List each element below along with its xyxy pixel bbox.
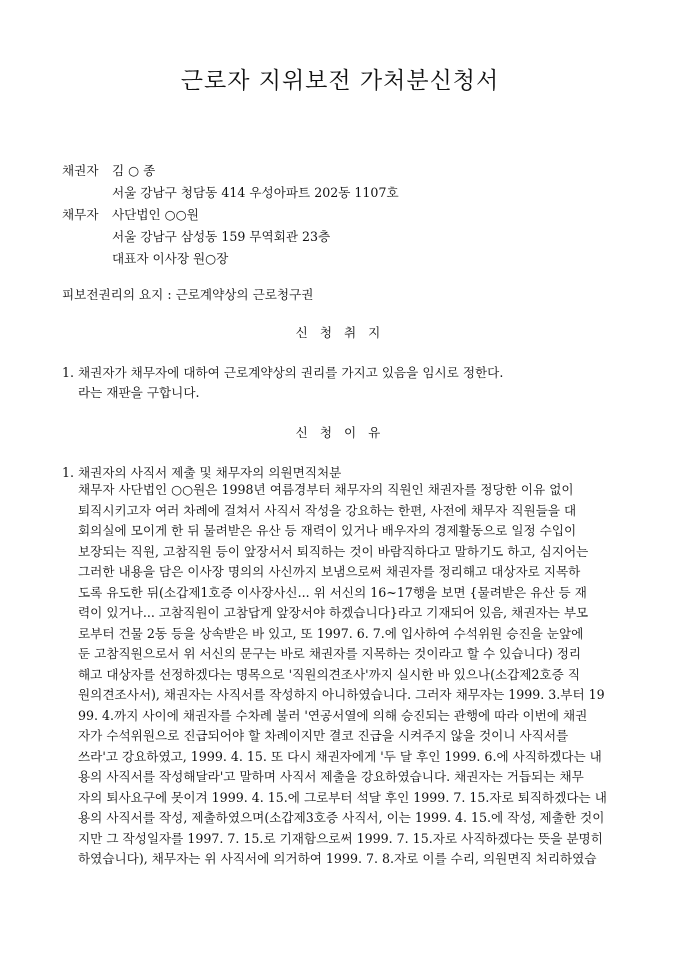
reasons-line: 자가 수석위원으로 진급되어야 할 차례이지만 결코 진급을 시켜주지 않을 것이니 사직서를 bbox=[78, 728, 569, 743]
reasons-line: 99. 4.까지 사이에 채권자를 수차례 불러 '연공서열에 의해 승진되는 관행에 따라 이번에 채권 bbox=[78, 707, 588, 723]
reasons-line: 용의 사직서를 작성, 제출하였으며(소갑제3호증 사직서, 이는 1999. 4. 15.에 작성, 제출한 것이 bbox=[78, 810, 605, 825]
purpose-line-2: 라는 재판을 구합니다. bbox=[78, 385, 200, 400]
debtor-address: 서울 강남구 삼성동 159 무역회관 23층 bbox=[112, 229, 331, 244]
protected-right: 피보전권리의 요지 : 근로계약상의 근로청구권 bbox=[62, 287, 314, 302]
purpose-heading: 신 청 취 지 bbox=[295, 325, 385, 340]
creditor-name: 김 ○ 종 bbox=[112, 163, 156, 178]
debtor-name: 사단법인 ○○원 bbox=[112, 207, 199, 222]
reasons-item-title: 1. 채권자의 사직서 제출 및 채무자의 의원면직처분 bbox=[62, 465, 342, 480]
reasons-heading: 신 청 이 유 bbox=[295, 425, 385, 440]
reasons-line: 로부터 건물 2동 등을 상속받은 바 있고, 또 1997. 6. 7.에 입사하여 수석위원 승진을 눈앞에 bbox=[78, 625, 584, 641]
debtor-label: 채무자 bbox=[62, 207, 99, 222]
reasons-line: 채무자 사단법인 ○○원은 1998년 여름경부터 채무자의 직원인 채권자를 정당한 이유 없이 bbox=[78, 482, 574, 497]
debtor-representative: 대표자 이사장 원○장 bbox=[112, 251, 229, 266]
reasons-line: 지만 그 작성일자를 1997. 7. 15.로 기재함으로써 1999. 7. 15.자로 사직하겠다는 뜻을 분명히 bbox=[78, 830, 603, 846]
document-title: 근로자 지위보전 가처분신청서 bbox=[180, 68, 500, 94]
reasons-paragraph bbox=[78, 480, 626, 870]
reasons-line: 도록 유도한 뒤(소갑제1호증 이사장사신... 위 서신의 16~17행을 보면 {물려받은 유산 등 재 bbox=[78, 584, 587, 600]
reasons-line: 둔 고참직원으로서 위 서신의 문구는 바로 채권자를 지목하는 것이라고 할 수 있습니다) 정리 bbox=[78, 646, 582, 661]
reasons-line: 보장되는 직원, 고참직원 등이 앞장서서 퇴직하는 것이 바람직하다고 말하기도 하고, 심지어는 bbox=[78, 543, 589, 559]
reasons-line: 원의견조사서), 채권자는 사직서를 작성하지 아니하였습니다. 그러자 채무자는 1999. 3.부터 19 bbox=[78, 687, 605, 702]
reasons-line: 퇴직시키고자 여러 차례에 걸쳐서 사직서 작성을 강요하는 한편, 사전에 채무자 직원들을 대 bbox=[78, 502, 577, 518]
reasons-line: 해고 대상자를 선정하겠다는 명목으로 '직원의견조사'까지 실시한 바 있으나(소갑제2호증 직 bbox=[78, 666, 581, 682]
purpose-line-1: 1. 채권자가 채무자에 대하여 근로계약상의 권리를 가지고 있음을 임시로 정한다. bbox=[62, 365, 504, 380]
reasons-line: 쓰라'고 강요하였고, 1999. 4. 15. 또 다시 채권자에게 '두 달 후인 1999. 6.에 사직하겠다는 내 bbox=[78, 748, 602, 764]
creditor-label: 채권자 bbox=[62, 163, 99, 178]
reasons-line: 용의 사직서를 작성해달라'고 말하며 사직서 제출을 강요하였습니다. 채권자는 거듭되는 채무 bbox=[78, 769, 584, 784]
reasons-line: 회의실에 모이게 한 뒤 물려받은 유산 등 재력이 있거나 배우자의 경제활동으로 일정 수입이 bbox=[78, 523, 577, 538]
reasons-line: 자의 퇴사요구에 못이겨 1999. 4. 15.에 그로부터 석달 후인 1999. 7. 15.자로 퇴직하겠다는 내 bbox=[78, 789, 607, 805]
reasons-line: 력이 있거나... 고참직원이 고참답게 앞장서야 하겠습니다}라고 기재되어 있음, 채권자는 부모 bbox=[78, 605, 589, 620]
creditor-address: 서울 강남구 청담동 414 우성아파트 202동 1107호 bbox=[112, 185, 399, 200]
reasons-line: 하였습니다), 채무자는 위 사직서에 의거하여 1999. 7. 8.자로 이를 수리, 의원면직 처리하였습 bbox=[78, 851, 597, 866]
reasons-line: 그러한 내용을 담은 이사장 명의의 사신까지 보냄으로써 채권자를 정리해고 대상자로 지목하 bbox=[78, 564, 581, 579]
